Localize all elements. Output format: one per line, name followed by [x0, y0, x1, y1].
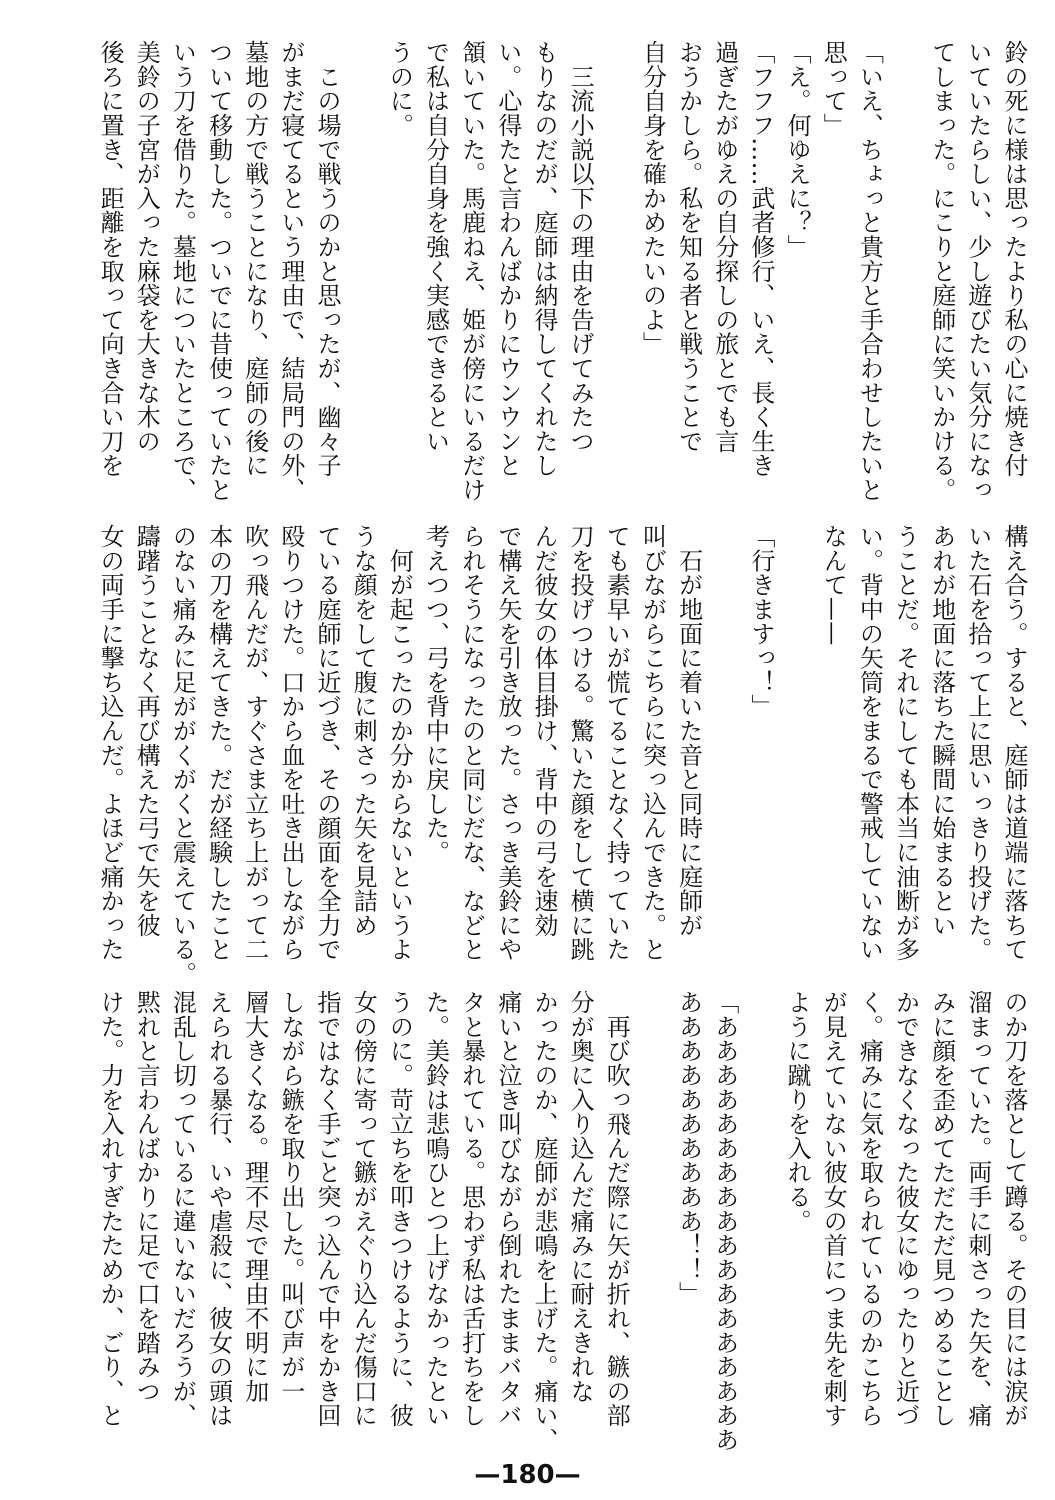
text-line: 石が地面に着いた音と同時に庭師が — [674, 524, 703, 938]
text-line — [887, 40, 923, 510]
text-line: 何が起こったのか分からないというよ — [385, 524, 414, 962]
text-line: 美鈴の子宮が入った麻袋を大きな木の — [132, 40, 161, 454]
text-line: ても素早いが慌てることなく持っていた — [602, 524, 631, 962]
text-line: うな顔をして腹に刺さった矢を見詰め — [349, 524, 378, 938]
text-line: うことだ。それにしても本当に油断が多 — [891, 524, 920, 962]
text-line: 思って」 — [819, 40, 848, 138]
text-line: 黙れと言わんばかりに足で口を踏みつ — [132, 990, 161, 1404]
text-line: かできなくなった彼女にゆったりと近づ — [891, 990, 920, 1428]
text-line: がまだ寝てるという理由で、結局門の外、 — [276, 40, 305, 502]
text-line: ああああああああああ！！」 — [674, 990, 703, 1306]
text-line: 溜まっていた。両手に刺さった矢を、痛 — [963, 990, 992, 1428]
text-line: 「え。何ゆえに？」 — [783, 40, 812, 259]
text-line — [779, 524, 815, 994]
text-line: られそうになったのと同じだな、などと — [457, 524, 486, 962]
text-line: いう刀を借りた。墓地についたところで、 — [168, 40, 197, 502]
text-line: く。痛みに気を取られているのかこちら — [855, 990, 884, 1428]
text-line: が見えていない彼女の首につま先を刺す — [819, 990, 848, 1428]
text-line — [598, 40, 634, 510]
text-line: た。美鈴は悲鳴ひとつ上げなかったとい — [421, 990, 450, 1428]
text-line: おうかしら。私を知る者と戦うことで — [674, 40, 703, 454]
text-line: しながら鏃を取り出した。叫び声が一 — [276, 990, 305, 1404]
text-line: い。背中の矢筒をまるで警戒していない — [855, 524, 884, 962]
text-line: ている庭師に近づき、その顔面を全力で — [313, 524, 342, 962]
text-block-bottom — [92, 990, 1032, 1460]
text-line: この場で戦うのかと思ったが、幽々子 — [313, 40, 342, 478]
text-line: 叫びながらこちらに突っ込んできた。と — [638, 524, 667, 962]
text-line: いた石を拾って上に思いっきり投げた。 — [963, 524, 992, 962]
text-line: けた。力を入れすぎたためか、ごり、と — [96, 990, 125, 1428]
text-line: 女の両手に撃ち込んだ。よほど痛かった — [96, 524, 125, 962]
text-line: 本の刀を構えてきた。だが経験したこと — [204, 524, 233, 962]
page-number: —180— — [474, 1460, 581, 1490]
text-line: ついて移動した。ついでに昔使っていたと — [204, 40, 233, 502]
text-line: あれが地面に落ちた瞬間に始まるとい — [927, 524, 956, 938]
text-line — [743, 990, 779, 1460]
text-line: 鈴の死に様は思ったより私の心に焼き付 — [1000, 40, 1028, 478]
text-line: で私は自分自身を強く実感できるとい — [421, 40, 450, 454]
text-line: 吹っ飛んだが、すぐさま立ち上がって二 — [240, 524, 269, 962]
text-line: 躊躇うことなく再び構えた弓で矢を彼 — [132, 524, 161, 938]
text-line: 「フフフ……武者修行、いえ、長く生き — [746, 40, 775, 478]
text-line: なんて—— — [819, 524, 848, 646]
text-line: 「いえ、ちょっと貴方と手合わせしたいと — [855, 40, 884, 502]
text-line: タと暴れている。思わず私は舌打ちをし — [457, 990, 486, 1428]
text-line: うのに。 — [385, 40, 414, 138]
text-line: 痛いと泣き叫びながら倒れたままバタバ — [493, 990, 522, 1428]
text-line: てしまった。にこりと庭師に笑いかける。 — [927, 40, 956, 502]
text-line: 頷いていた。馬鹿ねえ、姫が傍にいるだけ — [457, 40, 486, 502]
text-block-middle — [92, 524, 1032, 994]
text-line: い。心得たと言わんばかりにウンウンと — [493, 40, 522, 478]
text-line: 過ぎたがゆえの自分探しの旅とでも言 — [710, 40, 739, 454]
text-line: 考えつつ、弓を背中に戻した。 — [421, 524, 450, 865]
text-line — [345, 40, 381, 510]
text-block-top — [92, 40, 1032, 510]
text-line: 殴りつけた。口から血を吐き出しながら — [276, 524, 305, 962]
text-line: のか刀を落として蹲る。その目には涙が — [1000, 990, 1028, 1428]
text-line: 構え合う。すると、庭師は道端に落ちて — [1000, 524, 1028, 962]
text-line: 「行きますっ！」 — [746, 524, 775, 719]
text-line: かったのか、庭師が悲鳴を上げた。痛い、 — [529, 990, 558, 1452]
text-line: 後ろに置き、距離を取って向き合い刀を — [96, 40, 125, 478]
text-line: いていたらしい、少し遊びたい気分になっ — [963, 40, 992, 502]
text-line: 混乱し切っているに違いないだろうが、 — [168, 990, 197, 1428]
text-line: 指ではなく手ごと突っ込んで中をかき回 — [313, 990, 342, 1428]
text-line: えられる暴行、いや虐殺に、彼女の頭は — [204, 990, 233, 1428]
text-line — [634, 990, 670, 1460]
text-line: 層大きくなる。理不尽で理由不明に加 — [240, 990, 269, 1404]
text-line: 再び吹っ飛んだ際に矢が折れ、鏃の部 — [602, 990, 631, 1428]
text-line: うのに。苛立ちを叩きつけるように、彼 — [385, 990, 414, 1428]
text-line: 墓地の方で戦うことになり、庭師の後に — [240, 40, 269, 478]
text-line: で構え矢を引き放った。さっき美鈴にや — [493, 524, 522, 962]
text-line: んだ彼女の体目掛け、背中の弓を速効 — [529, 524, 558, 938]
text-line: 自分自身を確かめたいのよ」 — [638, 40, 667, 356]
text-line: のない痛みに足ががくがくと震えている。 — [168, 524, 197, 986]
text-line: もりなのだが、庭師は納得してくれたし — [529, 40, 558, 478]
text-line: ように蹴りを入れる。 — [783, 990, 812, 1233]
text-line: 女の傍に寄って鏃がえぐり込んだ傷口に — [349, 990, 378, 1428]
text-line: みに顔を歪めてただただ見つめることし — [927, 990, 956, 1428]
text-line: 分が奥に入り込んだ痛みに耐えきれな — [566, 990, 595, 1404]
text-line: 三流小説以下の理由を告げてみたつ — [566, 40, 595, 454]
text-line: 「ああああああああああああああああああ — [710, 990, 739, 1452]
text-line — [707, 524, 743, 994]
text-line: 刀を投げつける。驚いた顔をして横に跳 — [566, 524, 595, 962]
